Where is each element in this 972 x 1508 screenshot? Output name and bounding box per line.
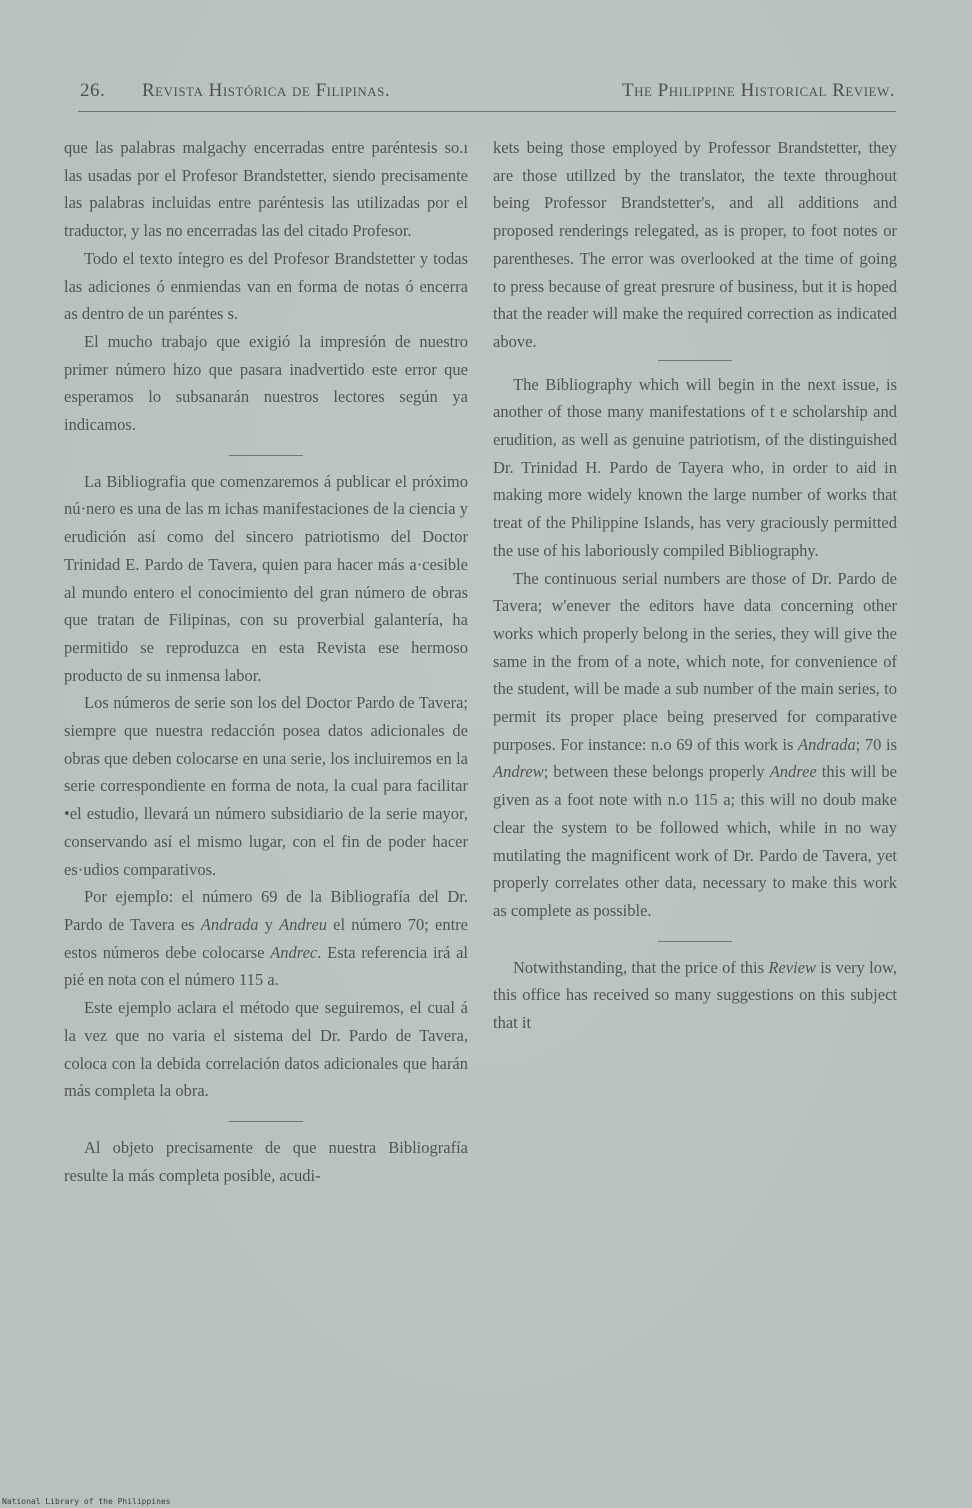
section-divider: [229, 1121, 303, 1122]
paragraph: kets being those employed by Professor Brandstetter, they are those utillzed by the translator, the texte throughout being Professor Brandstetter's, and all additions and proposed renderings relegated, as is proper, to foot notes or parentheses. The error was overlooked at the time of going to press because of great presrure of business, but it is hoped that the reader will make the required correction as indicated above.: [493, 138, 897, 351]
paragraph: Por ejemplo: el número 69 de la Bibliografía del Dr. Pardo de Tavera es Andrada y Andreu el número 70; entre estos números debe colocarse Andrec. Esta referencia irá al pié en nota con el número 115 a.: [64, 887, 468, 990]
paragraph: que las palabras malgachy encerradas entre paréntesis so.ı las usadas por el Profesor Brandstetter, siendo precisamente las palabras incluidas entre paréntesis las utilizadas por el traductor, y las no encerradas las del citado Profesor.: [64, 138, 468, 241]
italic-title: Andrew: [493, 762, 544, 782]
page-number: 26.: [80, 80, 106, 101]
paragraph: The continuous serial numbers are those of Dr. Pardo de Tavera; w'enever the editors have data concerning other works which properly belong in the series, they will give the same in the from of a note, which note, for convenience of the student, will be made a sub number of the main series, to permit its proper place being preserved for comparative purposes. For instance: n.o 69 of this work is Andrada; 70 is Andrew; between these belongs properly Andree this will be given as a foot note with n.o 115 a; this will no doub make clear the system to be followed which, while in no way mutilating the magnificent work of Dr. Pardo de Tavera, yet properly correlates other data, necessary to make this work as complete as possible.: [493, 568, 897, 920]
paragraph: Este ejemplo aclara el método que seguiremos, el cual á la vez que no varia el sistema del Dr. Pardo de Tavera, coloca con la debida correlación datos adicionales que harán más completa la obra.: [64, 998, 468, 1101]
paragraph: La Bibliografia que comenzaremos á publicar el próximo nú·nero es una de las m ichas manifestaciones de la ciencia y erudición así como del sincero patriotismo del Doctor Trinidad E. Pardo de Tavera, quien para hacer más a·cesible al mundo entero el conocimiento del gran número de obras que tratan de Filipinas, con su proverbial galantería, ha permitido se reproduzca en esta Revista ese hermoso producto de su inmensa labor.: [64, 471, 468, 685]
paragraph: Al objeto precisamente de que nuestra Bibliografía resulte la más completa posible, acudi-: [64, 1137, 468, 1185]
section-divider: [229, 455, 303, 456]
paragraph: El mucho trabajo que exigió la impresión de nuestro primer número hizo que pasara inadvertido este error que esperamos lo subsanarán nuestros lectores según ya indicamos.: [64, 331, 468, 435]
italic-title: Andrada: [798, 734, 856, 754]
italic-title: Review: [768, 957, 816, 977]
english-journal-title: The Philippine Historical Review.: [621, 80, 895, 101]
section-divider: [658, 360, 732, 361]
header-rule: [78, 111, 896, 112]
running-header: [80, 80, 895, 112]
paragraph: Todo el texto íntegro es del Profesor Brandstetter y todas las adiciones ó enmiendas van en forma de notas ó encerra as dentro de un paréntes s.: [64, 248, 468, 324]
paragraph: Los números de serie son los del Doctor Pardo de Tavera; siempre que nuestra redacción posea datos adicionales de obras que deben colocarse en una serie, los incluiremos en la serie correspondiente en forma de nota, la cual para facilitar •el estudio, llevará un número subsidiario de la serie mayor, conservando así el mismo lugar, con el fin de poder hacer es·udios comparativos.: [64, 693, 468, 879]
spanish-column: [64, 134, 468, 1189]
paragraph: The Bibliography which will begin in the next issue, is another of those many manifestations of t e scholarship and erudition, as well as genuine patriotism, of the distinguished Dr. Trinidad H. Pardo de Tayera who, in order to aid in making more widely known the large number of works that treat of the Philippine Islands, has very graciously permitted the use of his laboriously compiled Bibliography.: [493, 374, 897, 560]
italic-title: Andrec: [270, 942, 318, 962]
italic-title: Andree: [769, 762, 817, 782]
library-credit: National Library of the Philippines: [2, 1497, 171, 1506]
italic-title: Andreu: [279, 914, 328, 934]
italic-title: Andrada: [200, 914, 259, 934]
spanish-journal-title: Revista Histórica de Filipinas.: [142, 80, 391, 101]
paragraph: Notwithstanding, that the price of this Review is very low, this office has received so many suggestions on this subject that it: [493, 957, 897, 1033]
english-column: [493, 134, 897, 1037]
section-divider: [658, 941, 732, 942]
